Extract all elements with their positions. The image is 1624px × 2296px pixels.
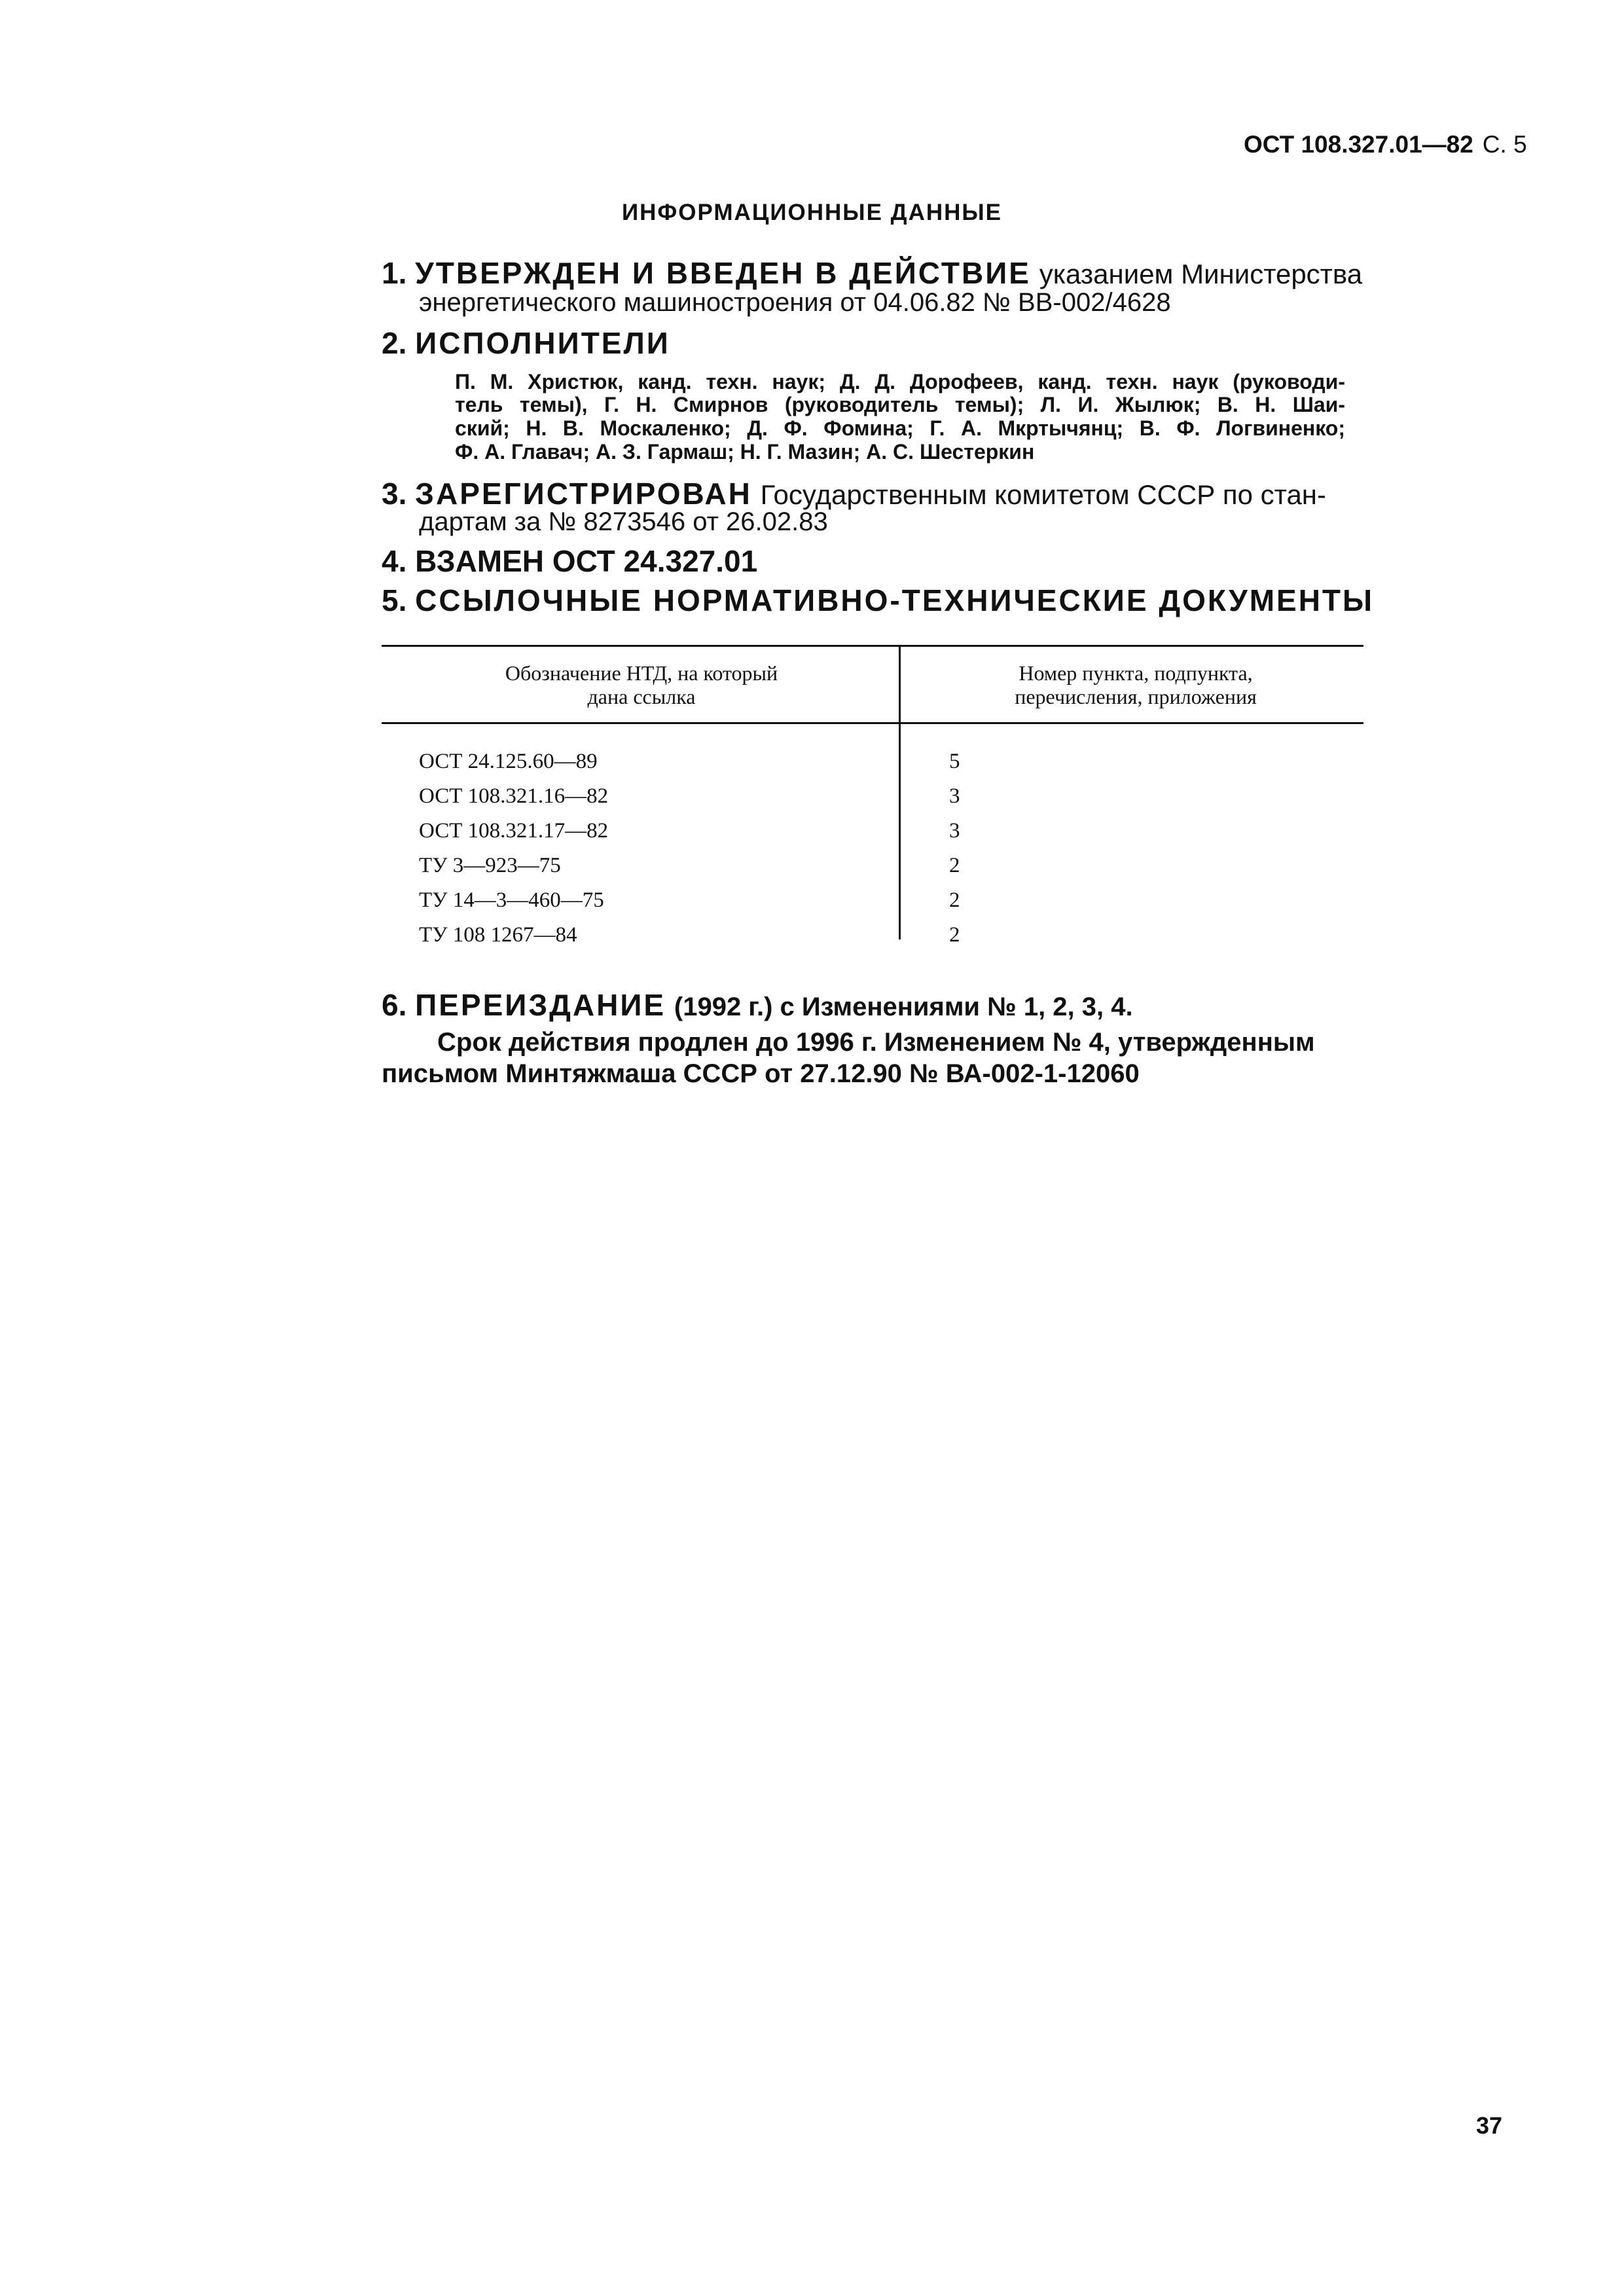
- section-6-line3: письмом Минтяжмаша СССР от 27.12.90 № ВА-002-1-12060: [382, 1059, 1140, 1088]
- section-4: [382, 543, 757, 579]
- table-column-divider: [899, 645, 901, 939]
- table-header-col1-line: дана ссылка: [587, 685, 696, 708]
- table-cell-ref: 3: [949, 784, 960, 808]
- table-cell-doc: ОСТ 24.125.60—89: [419, 750, 598, 773]
- section-3: [382, 476, 1326, 511]
- table-header-col1: [406, 661, 877, 708]
- table-header-col2-line: Номер пункта, подпункта,: [1019, 661, 1253, 685]
- section-2-heading: ИСПОЛНИТЕЛИ: [415, 326, 670, 360]
- page-label: С. 5: [1482, 131, 1527, 158]
- section-2: [382, 325, 670, 361]
- section-1-heading: УТВЕРЖДЕН И ВВЕДЕН В ДЕЙСТВИЕ: [415, 256, 1031, 290]
- page-title: ИНФОРМАЦИОННЫЕ ДАННЫЕ: [621, 200, 1003, 225]
- table-cell-doc: ТУ 108 1267—84: [419, 923, 577, 947]
- table-cell-ref: 3: [949, 819, 960, 843]
- section-1-line2: энергетического машиностроения от 04.06.82 № ВВ-002/4628: [419, 288, 1171, 317]
- table-header-col2-line: перечисления, приложения: [1015, 685, 1257, 708]
- section-6-heading: ПЕРЕИЗДАНИЕ: [415, 988, 666, 1022]
- authors-line: тель темы), Г. Н. Смирнов (руководитель темы); Л. И. Жылюк; В. Н. Шаи-: [455, 393, 1345, 416]
- page-number: 37: [1476, 2112, 1503, 2139]
- section-5-heading: ССЫЛОЧНЫЕ НОРМАТИВНО-ТЕХНИЧЕСКИЕ ДОКУМЕНТЫ: [415, 583, 1375, 617]
- table-cell-ref: 2: [949, 854, 960, 877]
- section-3-heading: ЗАРЕГИСТРИРОВАН: [415, 477, 752, 511]
- table-header-col2: [929, 661, 1342, 708]
- section-2-number: 2.: [382, 326, 407, 360]
- section-6-line2: Срок действия продлен до 1996 г. Изменением № 4, утвержденным: [437, 1028, 1315, 1057]
- document-header: [1244, 131, 1527, 158]
- section-1: [382, 255, 1362, 291]
- section-6-number: 6.: [382, 988, 407, 1022]
- section-3-number: 3.: [382, 477, 407, 511]
- section-5-number: 5.: [382, 583, 407, 617]
- table-cell-doc: ОСТ 108.321.17—82: [419, 819, 609, 843]
- table-cell-doc: ТУ 14—3—460—75: [419, 888, 604, 912]
- section-5: [382, 583, 1374, 618]
- table-cell-ref: 2: [949, 923, 960, 947]
- table-cell-ref: 2: [949, 888, 960, 912]
- section-1-text: указанием Министерства: [1039, 259, 1363, 289]
- section-3-line2: дартам за № 8273546 от 26.02.83: [419, 507, 828, 536]
- section-1-number: 1.: [382, 256, 407, 290]
- section-4-text: ВЗАМЕН ОСТ 24.327.01: [415, 544, 758, 578]
- doc-number: ОСТ 108.327.01—82: [1244, 131, 1473, 158]
- section-3-text: Государственным комитетом СССР по стан-: [760, 479, 1326, 510]
- authors-line: Ф. А. Главач; А. З. Гармаш; Н. Г. Мазин; А. С. Шестеркин: [455, 440, 1035, 464]
- table-cell-doc: ОСТ 108.321.16—82: [419, 784, 609, 808]
- table-header-col1-line: Обозначение НТД, на который: [505, 661, 778, 685]
- section-6-text: (1992 г.) с Изменениями № 1, 2, 3, 4.: [674, 993, 1133, 1021]
- table-top-rule: [382, 645, 1363, 647]
- table-cell-doc: ТУ 3—923—75: [419, 854, 561, 877]
- section-4-number: 4.: [382, 544, 407, 578]
- authors-line: П. М. Христюк, канд. техн. наук; Д. Д. Дорофеев, канд. техн. наук (руководи-: [455, 370, 1345, 393]
- table-header-rule: [382, 722, 1363, 724]
- table-cell-ref: 5: [949, 750, 960, 773]
- authors-line: ский; Н. В. Москаленко; Д. Ф. Фомина; Г. А. Мкртычянц; В. Ф. Логвиненко;: [455, 416, 1345, 440]
- section-6: [382, 987, 1133, 1023]
